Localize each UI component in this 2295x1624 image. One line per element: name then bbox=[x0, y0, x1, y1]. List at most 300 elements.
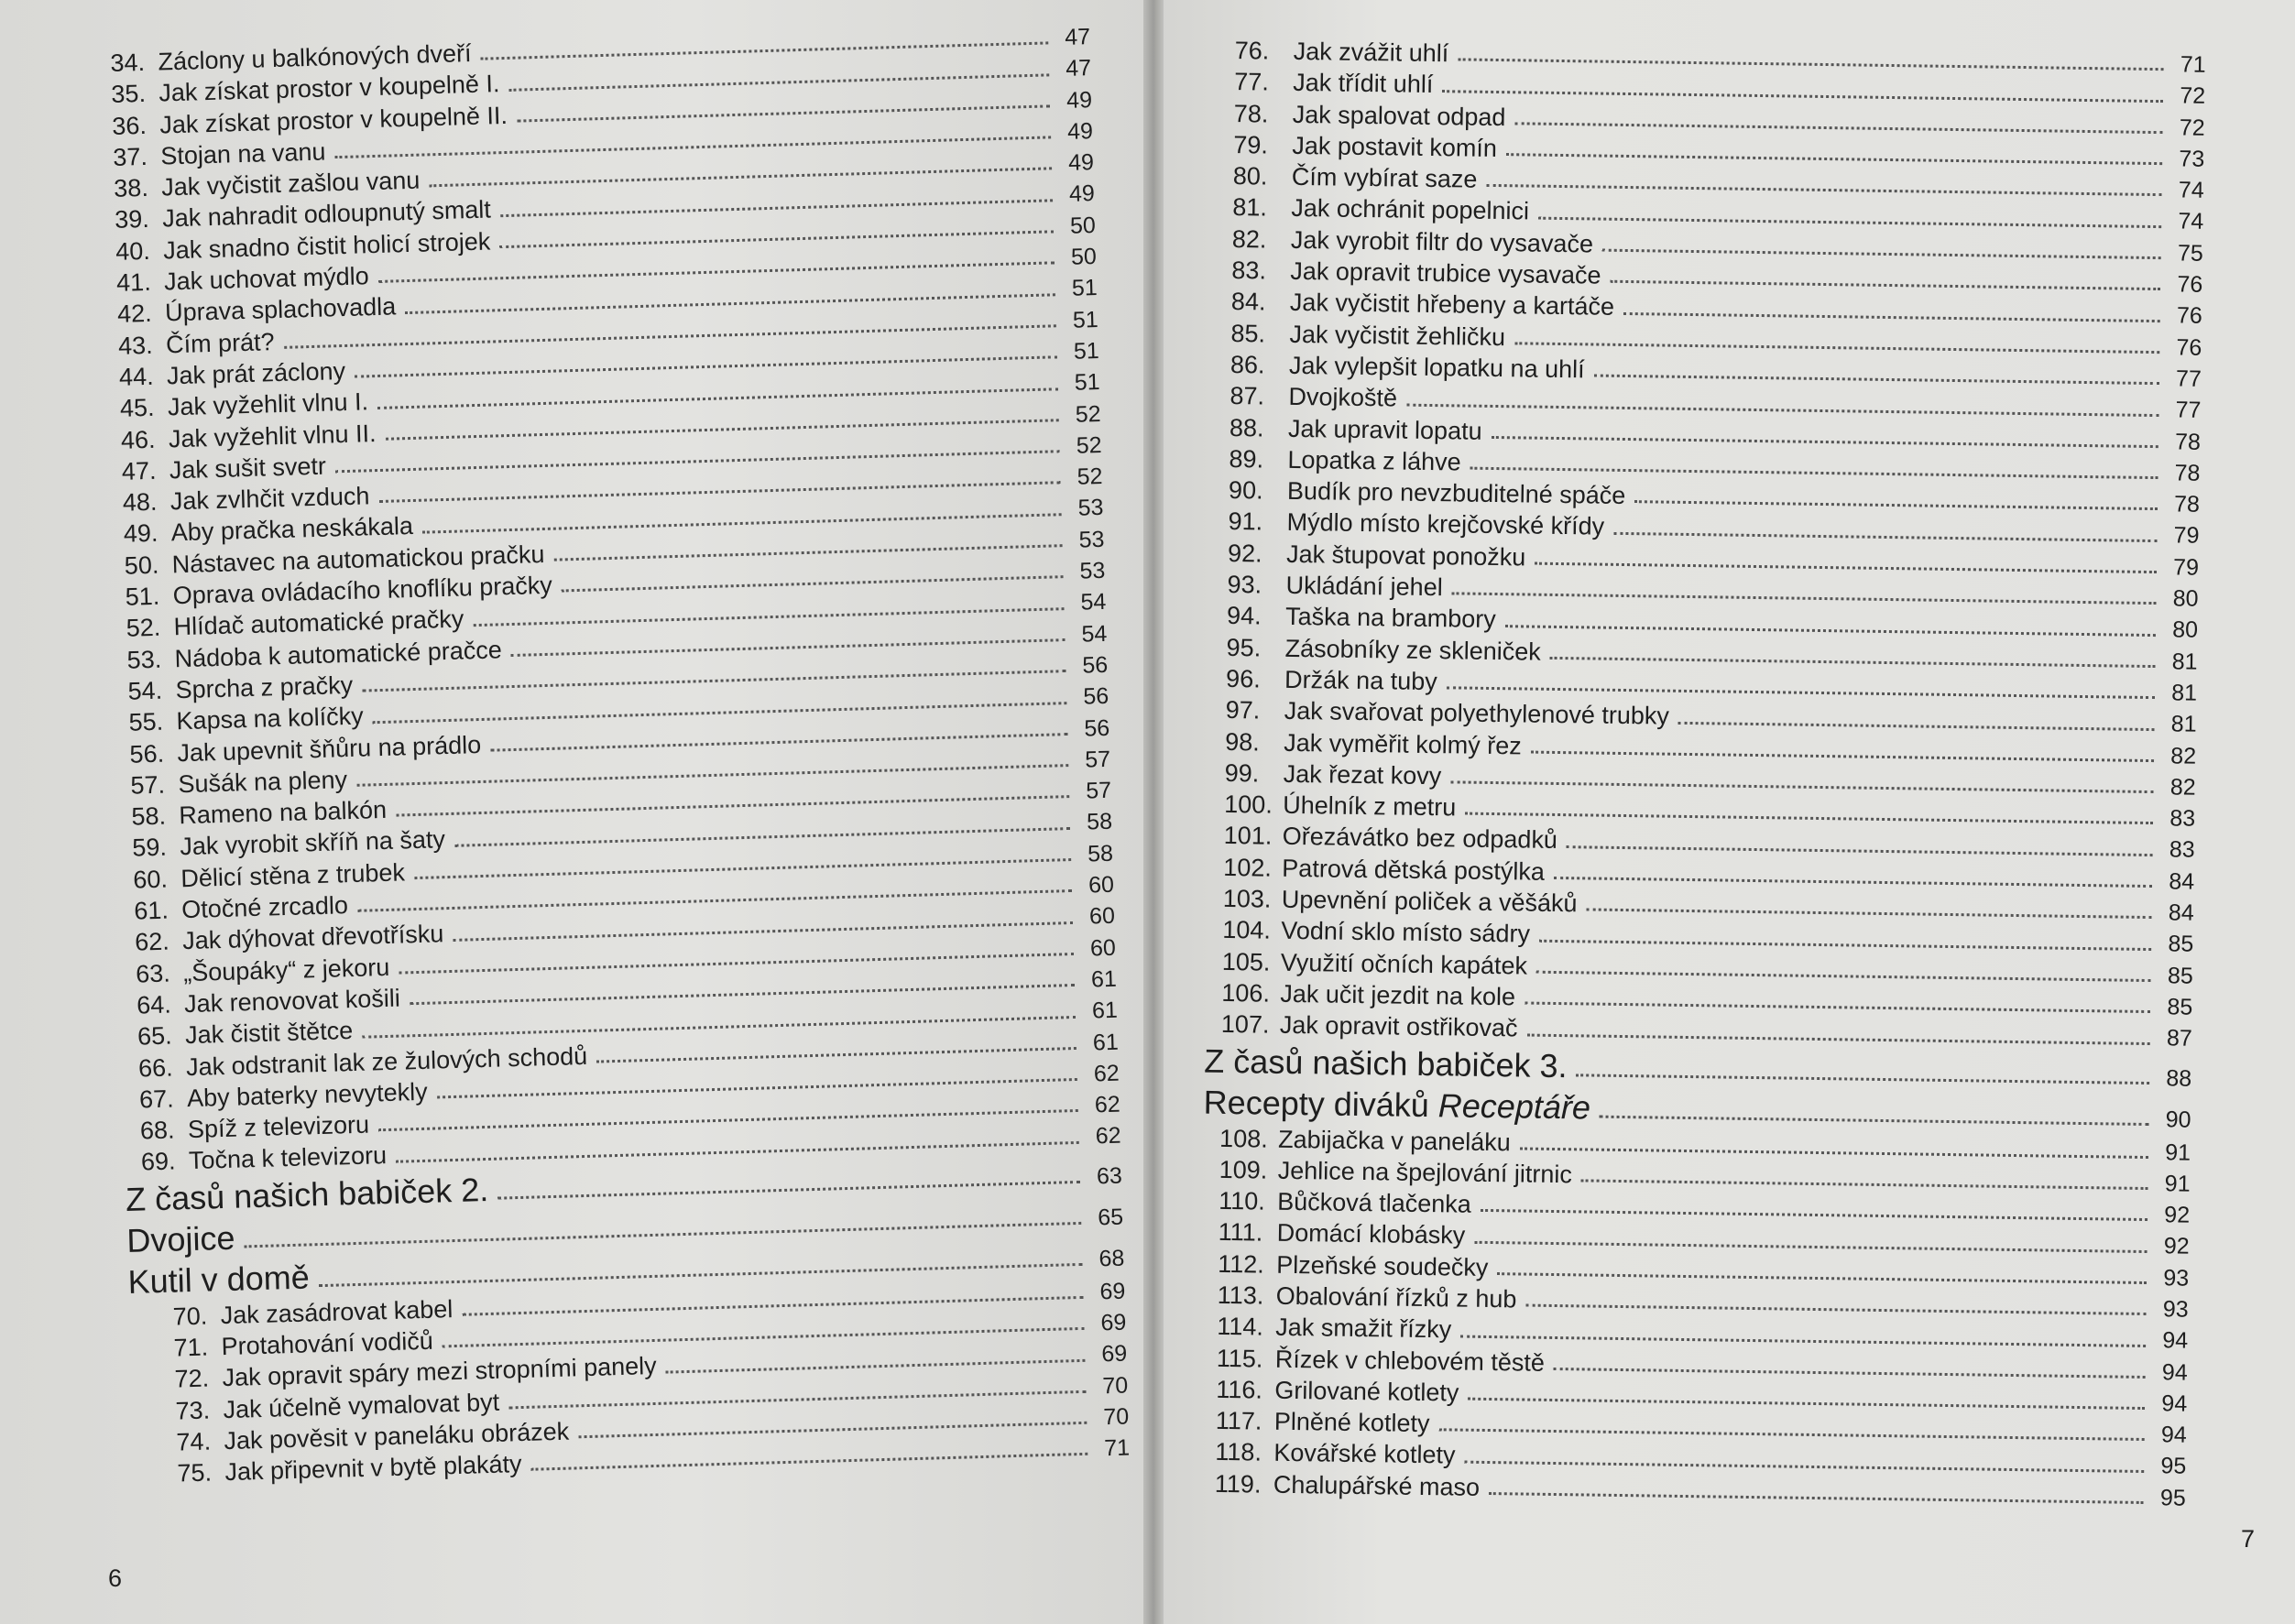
entry-title: Jak vyžehlit vlnu I. bbox=[167, 387, 369, 421]
entry-number: 91. bbox=[1228, 507, 1263, 536]
entry-number: 38. bbox=[113, 174, 149, 203]
entry-number: 75. bbox=[177, 1458, 213, 1488]
entry-page: 73 bbox=[2179, 146, 2205, 172]
entry-number: 57. bbox=[130, 770, 166, 800]
entry-number: 94. bbox=[1226, 602, 1262, 630]
entry-number: 84. bbox=[1230, 288, 1266, 316]
entry-page: 50 bbox=[1070, 244, 1098, 270]
entry-page: 80 bbox=[2172, 616, 2199, 644]
entry-title: Jak zasádrovat kabel bbox=[220, 1294, 454, 1329]
entry-number: 37. bbox=[112, 142, 148, 171]
entry-page: 57 bbox=[1084, 746, 1111, 773]
entry-number: 65. bbox=[137, 1021, 173, 1051]
entry-page: 61 bbox=[1090, 965, 1118, 993]
entry-title: Dělicí stěna z trubek bbox=[180, 858, 406, 892]
leader-dots bbox=[1634, 500, 2158, 511]
entry-title: Jak upevnit šňůru na prádlo bbox=[177, 730, 482, 767]
leader-dots bbox=[1613, 531, 2157, 542]
section-page: 88 bbox=[2166, 1064, 2192, 1092]
entry-title: Plněné kotlety bbox=[1273, 1407, 1430, 1438]
entry-number: 36. bbox=[111, 111, 148, 140]
entry-title: Spíž z televizoru bbox=[187, 1110, 370, 1144]
entry-title: Jak uchovat mýdlo bbox=[163, 262, 370, 296]
entry-page: 56 bbox=[1083, 714, 1110, 742]
entry-number: 47. bbox=[121, 456, 157, 485]
entry-number: 92. bbox=[1227, 539, 1262, 568]
leader-dots bbox=[1586, 908, 2151, 920]
section-title: Kutil v domě bbox=[127, 1258, 311, 1301]
entry-title: Jak čistit štětce bbox=[184, 1017, 354, 1050]
entry-title: Domácí klobásky bbox=[1276, 1219, 1466, 1250]
leader-dots bbox=[1567, 845, 2153, 856]
entry-title: Jak vyžehlit vlnu II. bbox=[168, 419, 377, 452]
entry-number: 72. bbox=[174, 1364, 210, 1393]
right-toc-list bbox=[1203, 35, 2206, 1513]
leader-dots bbox=[1505, 624, 2156, 637]
entry-page: 52 bbox=[1075, 400, 1101, 428]
entry-number: 46. bbox=[120, 425, 156, 454]
entry-number: 106. bbox=[1221, 978, 1271, 1008]
entry-title: Zabijačka v paneláku bbox=[1277, 1125, 1512, 1156]
entry-number: 39. bbox=[114, 205, 150, 234]
entry-title: Protahování vodičů bbox=[221, 1326, 434, 1361]
leader-dots bbox=[1438, 1428, 2144, 1442]
entry-number: 52. bbox=[126, 614, 161, 643]
entry-page: 70 bbox=[1102, 1403, 1130, 1431]
leader-dots bbox=[1525, 1001, 2150, 1014]
entry-number: 88. bbox=[1229, 413, 1264, 442]
entry-page: 61 bbox=[1092, 1029, 1120, 1055]
leader-dots bbox=[1531, 749, 2154, 762]
entry-title: Jak pověsit v paneláku obrázek bbox=[224, 1417, 570, 1455]
entry-title: Jak štupovat ponožku bbox=[1285, 540, 1526, 572]
entry-number: 78. bbox=[1233, 99, 1269, 128]
entry-page: 76 bbox=[2177, 271, 2203, 298]
entry-page: 60 bbox=[1088, 903, 1116, 930]
section-page: 65 bbox=[1097, 1204, 1124, 1231]
entry-page: 77 bbox=[2175, 397, 2202, 424]
entry-page: 53 bbox=[1077, 495, 1104, 522]
entry-title: Nástavec na automatickou pračku bbox=[171, 540, 545, 579]
leader-dots bbox=[1458, 58, 2163, 71]
entry-title: Chalupářské maso bbox=[1273, 1470, 1481, 1501]
leader-dots bbox=[1520, 1146, 2148, 1159]
leader-dots bbox=[1468, 1397, 2145, 1410]
entry-number: 77. bbox=[1234, 68, 1270, 96]
entry-page: 60 bbox=[1089, 934, 1117, 962]
entry-title: Aby pračka neskákala bbox=[170, 512, 414, 547]
entry-title: Jak ochránit popelnici bbox=[1291, 194, 1530, 225]
leader-dots bbox=[1536, 970, 2151, 982]
entry-page: 56 bbox=[1082, 651, 1109, 679]
entry-number: 70. bbox=[172, 1302, 208, 1331]
entry-number: 73. bbox=[175, 1396, 211, 1425]
leader-dots bbox=[1602, 248, 2161, 260]
entry-page: 91 bbox=[2164, 1171, 2191, 1197]
entry-page: 61 bbox=[1091, 997, 1119, 1024]
entry-page: 79 bbox=[2173, 522, 2200, 550]
entry-page: 52 bbox=[1076, 463, 1103, 490]
entry-number: 48. bbox=[122, 487, 158, 517]
entry-title: Jak vyčistit žehličku bbox=[1289, 320, 1506, 351]
entry-title: Dvojkoště bbox=[1288, 383, 1398, 412]
entry-title: Bůčková tlačenka bbox=[1277, 1187, 1472, 1218]
entry-page: 85 bbox=[2168, 931, 2194, 958]
entry-title: Jak zvlhčit vzduch bbox=[169, 482, 370, 516]
entry-title: Ořezávátko bez odpadků bbox=[1282, 823, 1558, 855]
entry-number: 95. bbox=[1226, 633, 1262, 662]
entry-title: Jak nahradit odloupnutý smalt bbox=[161, 195, 492, 233]
entry-number: 80. bbox=[1232, 162, 1268, 191]
entry-page: 74 bbox=[2178, 177, 2204, 203]
entry-page: 58 bbox=[1086, 809, 1113, 835]
leader-dots bbox=[1535, 561, 2157, 573]
section-title: Recepty diváků Receptáře bbox=[1203, 1083, 1591, 1127]
entry-page: 78 bbox=[2174, 460, 2201, 486]
entry-number: 34. bbox=[110, 48, 146, 77]
entry-number: 100. bbox=[1224, 790, 1273, 819]
entry-page: 47 bbox=[1064, 24, 1091, 50]
entry-number: 60. bbox=[132, 865, 169, 894]
entry-page: 49 bbox=[1066, 86, 1093, 114]
entry-number: 81. bbox=[1232, 193, 1268, 222]
entry-number: 86. bbox=[1229, 350, 1265, 379]
entry-page: 84 bbox=[2169, 868, 2195, 895]
entry-number: 53. bbox=[126, 645, 162, 674]
entry-number: 102. bbox=[1223, 853, 1273, 882]
entry-title: Jehlice na špejlování jitrnic bbox=[1277, 1156, 1573, 1189]
entry-page: 83 bbox=[2169, 836, 2195, 864]
leader-dots bbox=[1576, 1073, 2149, 1084]
entry-title: Jak řezat kovy bbox=[1283, 759, 1442, 790]
entry-page: 52 bbox=[1076, 431, 1102, 459]
entry-page: 49 bbox=[1067, 149, 1095, 177]
leader-dots bbox=[1538, 215, 2161, 227]
entry-title: Plzeňské soudečky bbox=[1276, 1250, 1489, 1281]
entry-number: 90. bbox=[1228, 476, 1263, 505]
entry-number: 108. bbox=[1219, 1124, 1268, 1153]
entry-title: Mýdlo místo krejčovské křídy bbox=[1286, 508, 1605, 541]
entry-page: 82 bbox=[2170, 742, 2197, 769]
entry-number: 43. bbox=[117, 331, 154, 360]
entry-number: 98. bbox=[1225, 727, 1260, 756]
entry-page: 81 bbox=[2170, 711, 2197, 737]
entry-page: 85 bbox=[2167, 994, 2193, 1020]
entry-number: 87. bbox=[1229, 382, 1265, 410]
leader-dots bbox=[1514, 121, 2162, 134]
entry-page: 51 bbox=[1073, 337, 1100, 365]
entry-number: 64. bbox=[136, 990, 172, 1019]
entry-title: Jak dýhovat dřevotřísku bbox=[181, 920, 444, 955]
leader-dots bbox=[1464, 1459, 2144, 1472]
entry-title: Sprcha z pračky bbox=[175, 670, 354, 704]
entry-title: Jak sušit svetr bbox=[169, 452, 327, 485]
leader-dots bbox=[1442, 89, 2163, 103]
entry-number: 58. bbox=[131, 801, 167, 831]
entry-page: 76 bbox=[2176, 302, 2203, 330]
entry-number: 79. bbox=[1233, 130, 1269, 159]
leader-dots bbox=[1481, 1208, 2147, 1221]
entry-page: 83 bbox=[2169, 805, 2196, 832]
leader-dots bbox=[1447, 686, 2155, 700]
entry-title: Držák na tuby bbox=[1284, 665, 1437, 696]
entry-page: 71 bbox=[2180, 51, 2206, 78]
entry-number: 67. bbox=[138, 1084, 175, 1114]
entry-number: 45. bbox=[119, 394, 155, 423]
entry-page: 92 bbox=[2164, 1202, 2191, 1228]
entry-title: Obalování řízků z hub bbox=[1275, 1281, 1517, 1313]
entry-title: Jak spalovat odpad bbox=[1292, 100, 1506, 131]
entry-page: 51 bbox=[1074, 369, 1101, 397]
entry-number: 101. bbox=[1223, 822, 1273, 851]
entry-number: 35. bbox=[111, 80, 147, 109]
entry-title: Jak odstranit lak ze žulových schodů bbox=[185, 1041, 588, 1081]
entry-page: 87 bbox=[2166, 1025, 2192, 1052]
entry-title: Jak vyměřit kolmý řez bbox=[1284, 728, 1522, 759]
entry-number: 54. bbox=[127, 676, 163, 705]
entry-title: Rameno na balkón bbox=[179, 796, 388, 830]
entry-number: 96. bbox=[1225, 664, 1261, 693]
entry-number: 40. bbox=[115, 236, 151, 266]
entry-page: 71 bbox=[1103, 1434, 1131, 1462]
entry-title: Jak učit jezdit na kole bbox=[1280, 979, 1516, 1011]
entry-number: 97. bbox=[1225, 696, 1261, 725]
entry-page: 78 bbox=[2174, 428, 2202, 455]
entry-title: Kapsa na kolíčky bbox=[176, 702, 365, 736]
entry-page: 54 bbox=[1080, 589, 1107, 616]
leader-dots bbox=[1594, 374, 2159, 386]
entry-title: Jak upravit lopatu bbox=[1287, 414, 1482, 445]
entry-page: 54 bbox=[1081, 620, 1108, 648]
leader-dots bbox=[1491, 435, 2158, 448]
entry-title: Jak svařovat polyethylenové trubky bbox=[1284, 697, 1670, 730]
entry-page: 82 bbox=[2169, 774, 2196, 801]
entry-page: 49 bbox=[1068, 180, 1096, 208]
leader-dots bbox=[1460, 1334, 2146, 1346]
entry-page: 69 bbox=[1101, 1340, 1128, 1368]
entry-title: Sušák na pleny bbox=[178, 765, 348, 799]
section-page: 63 bbox=[1096, 1162, 1123, 1190]
entry-page: 93 bbox=[2163, 1264, 2190, 1292]
entry-page: 62 bbox=[1093, 1060, 1120, 1087]
entry-title: Jak prát záclony bbox=[166, 356, 346, 390]
entry-page: 84 bbox=[2168, 899, 2194, 926]
leader-dots bbox=[1489, 1491, 2144, 1504]
entry-title: Jak zvážit uhlí bbox=[1293, 37, 1449, 68]
entry-page: 91 bbox=[2165, 1139, 2191, 1166]
left-toc-list bbox=[110, 20, 1131, 1490]
entry-page: 51 bbox=[1071, 275, 1098, 302]
left-page-number: 6 bbox=[108, 1564, 123, 1592]
entry-title: Úprava splachovadla bbox=[164, 292, 397, 327]
entry-page: 47 bbox=[1065, 55, 1092, 82]
entry-number: 55. bbox=[128, 707, 164, 736]
entry-page: 62 bbox=[1095, 1123, 1121, 1150]
entry-title: Lopatka z láhve bbox=[1287, 445, 1461, 476]
entry-number: 66. bbox=[137, 1053, 174, 1083]
entry-number: 116. bbox=[1216, 1375, 1263, 1404]
entry-page: 93 bbox=[2162, 1296, 2189, 1323]
section-page: 68 bbox=[1098, 1245, 1125, 1272]
entry-title: Ukládání jehel bbox=[1285, 571, 1443, 602]
entry-number: 119. bbox=[1214, 1469, 1262, 1499]
entry-title: Jak získat prostor v koupelně I. bbox=[158, 70, 500, 107]
entry-title: Budík pro nevzbuditelné spáče bbox=[1286, 477, 1626, 510]
entry-title: Čím prát? bbox=[165, 327, 275, 359]
entry-title: Hlídač automatické pračky bbox=[173, 605, 464, 641]
entry-title: Točna k televizoru bbox=[188, 1141, 388, 1175]
entry-number: 107. bbox=[1220, 1010, 1270, 1039]
entry-number: 103. bbox=[1222, 884, 1272, 913]
entry-number: 110. bbox=[1219, 1186, 1265, 1215]
entry-number: 41. bbox=[115, 267, 152, 297]
leader-dots bbox=[1452, 592, 2157, 605]
leader-dots bbox=[1406, 402, 2158, 416]
entry-number: 63. bbox=[135, 959, 171, 988]
entry-title: Jak renovovat košili bbox=[183, 984, 401, 1019]
entry-page: 81 bbox=[2171, 648, 2198, 675]
entry-title: Jak opravit trubice vysavače bbox=[1290, 256, 1601, 289]
entry-page: 57 bbox=[1085, 777, 1112, 804]
entry-page: 50 bbox=[1069, 212, 1097, 239]
entry-number: 59. bbox=[131, 834, 168, 863]
entry-number: 44. bbox=[118, 362, 155, 391]
leader-dots bbox=[1610, 279, 2160, 290]
leader-dots bbox=[1678, 720, 2155, 730]
entry-number: 93. bbox=[1227, 570, 1262, 599]
entry-title: „Šoupáky“ z jekoru bbox=[182, 953, 390, 986]
leader-dots bbox=[1539, 938, 2151, 950]
leader-dots bbox=[1600, 1114, 2149, 1125]
entry-page: 70 bbox=[1102, 1372, 1129, 1399]
entry-title: Jak vyrobit filtr do vysavače bbox=[1290, 225, 1594, 258]
entry-title: Jak snadno čistit holicí strojek bbox=[162, 227, 491, 265]
entry-title: Využití očních kapátek bbox=[1280, 948, 1528, 980]
entry-number: 118. bbox=[1215, 1438, 1262, 1467]
entry-title: Jak vyčistit hřebeny a kartáče bbox=[1289, 289, 1615, 322]
entry-number: 85. bbox=[1230, 319, 1266, 348]
leader-dots bbox=[1486, 183, 2161, 196]
entry-title: Jak získat prostor v koupelně II. bbox=[158, 101, 508, 139]
entry-title: Záclony u balkónových dveří bbox=[158, 38, 472, 76]
entry-page: 62 bbox=[1094, 1091, 1121, 1118]
entry-number: 104. bbox=[1222, 916, 1272, 944]
leader-dots bbox=[1554, 876, 2152, 888]
entry-number: 42. bbox=[116, 300, 153, 329]
section-title: Z časů našich babiček 3. bbox=[1204, 1041, 1568, 1084]
entry-page: 69 bbox=[1099, 1278, 1126, 1305]
entry-page: 74 bbox=[2178, 208, 2204, 235]
entry-title: Jak vyčistit zašlou vanu bbox=[160, 166, 421, 202]
entry-page: 75 bbox=[2177, 240, 2203, 267]
entry-page: 72 bbox=[2180, 82, 2206, 110]
entry-number: 99. bbox=[1224, 758, 1260, 788]
entry-number: 68. bbox=[139, 1116, 175, 1145]
entry-page: 94 bbox=[2162, 1327, 2189, 1354]
entry-title: Upevnění poliček a věšáků bbox=[1281, 885, 1578, 918]
entry-title: Jak vyrobit skříň na šaty bbox=[179, 825, 446, 861]
entry-title: Vodní sklo místo sádry bbox=[1281, 917, 1531, 948]
entry-number: 114. bbox=[1217, 1313, 1264, 1341]
leader-dots bbox=[1450, 779, 2153, 793]
entry-page: 85 bbox=[2167, 962, 2193, 989]
entry-title: Kovářské kotlety bbox=[1273, 1439, 1456, 1469]
entry-page: 92 bbox=[2163, 1233, 2190, 1260]
leader-dots bbox=[1550, 656, 2156, 668]
entry-number: 56. bbox=[129, 739, 165, 768]
section-title: Dvojice bbox=[126, 1218, 235, 1259]
entry-number: 83. bbox=[1231, 256, 1267, 285]
entry-number: 51. bbox=[125, 582, 160, 611]
entry-page: 76 bbox=[2176, 334, 2202, 361]
entry-title: Jak účelně vymalovat byt bbox=[223, 1388, 500, 1423]
entry-title: Úhelník z metru bbox=[1283, 790, 1457, 822]
entry-page: 51 bbox=[1072, 306, 1099, 333]
entry-number: 109. bbox=[1219, 1155, 1268, 1184]
entry-title: Jak postavit komín bbox=[1292, 131, 1498, 162]
entry-page: 81 bbox=[2171, 680, 2198, 706]
entry-title: Čím vybírat saze bbox=[1291, 163, 1478, 193]
entry-number: 113. bbox=[1217, 1281, 1264, 1310]
entry-title: Nádoba k automatické pračce bbox=[174, 635, 503, 672]
entry-title: Jak opravit spáry mezi stropními panely bbox=[222, 1352, 658, 1392]
entry-number: 50. bbox=[124, 550, 159, 580]
entry-title: Jak opravit ostřikovač bbox=[1279, 1010, 1518, 1042]
entry-title: Jak třídit uhlí bbox=[1293, 69, 1434, 99]
entry-page: 53 bbox=[1079, 557, 1106, 584]
entry-number: 61. bbox=[133, 896, 169, 925]
entry-number: 115. bbox=[1216, 1344, 1263, 1373]
leader-dots bbox=[1506, 152, 2162, 165]
entry-number: 89. bbox=[1229, 444, 1264, 474]
entry-page: 77 bbox=[2175, 365, 2202, 392]
leader-dots bbox=[1581, 1178, 2148, 1190]
entry-number: 74. bbox=[176, 1427, 212, 1456]
entry-title: Aby baterky nevytekly bbox=[186, 1077, 428, 1112]
leader-dots bbox=[1514, 341, 2159, 354]
entry-page: 72 bbox=[2179, 114, 2205, 141]
entry-page: 94 bbox=[2161, 1390, 2188, 1417]
entry-page: 78 bbox=[2173, 491, 2201, 518]
entry-page: 95 bbox=[2159, 1485, 2186, 1511]
entry-number: 62. bbox=[134, 927, 170, 956]
entry-title: Jak smažit řízky bbox=[1275, 1313, 1452, 1344]
leader-dots bbox=[1623, 311, 2160, 322]
entry-page: 49 bbox=[1066, 117, 1094, 145]
entry-page: 94 bbox=[2161, 1358, 2188, 1386]
entry-number: 69. bbox=[140, 1147, 176, 1176]
section-page: 90 bbox=[2165, 1106, 2191, 1133]
entry-page: 69 bbox=[1100, 1309, 1127, 1336]
leader-dots bbox=[1526, 1032, 2149, 1044]
entry-title: Grilované kotlety bbox=[1274, 1376, 1459, 1407]
entry-title: Řízek v chlebovém těstě bbox=[1274, 1345, 1546, 1377]
entry-page: 58 bbox=[1087, 840, 1114, 867]
entry-title: Taška na brambory bbox=[1284, 603, 1496, 634]
entry-page: 53 bbox=[1078, 526, 1105, 553]
entry-page: 94 bbox=[2160, 1422, 2187, 1448]
leader-dots bbox=[1554, 1367, 2146, 1379]
entry-title: Zásobníky ze skleniček bbox=[1284, 634, 1541, 666]
leader-dots bbox=[1525, 1303, 2146, 1315]
entry-number: 105. bbox=[1221, 947, 1271, 976]
entry-page: 79 bbox=[2172, 554, 2200, 581]
section-title: Z časů našich babiček 2. bbox=[125, 1170, 489, 1218]
entry-page: 56 bbox=[1083, 683, 1109, 710]
entry-page: 95 bbox=[2160, 1453, 2187, 1480]
entry-number: 111. bbox=[1218, 1218, 1263, 1247]
entry-title: Oprava ovládacího knoflíku pračky bbox=[172, 571, 553, 610]
